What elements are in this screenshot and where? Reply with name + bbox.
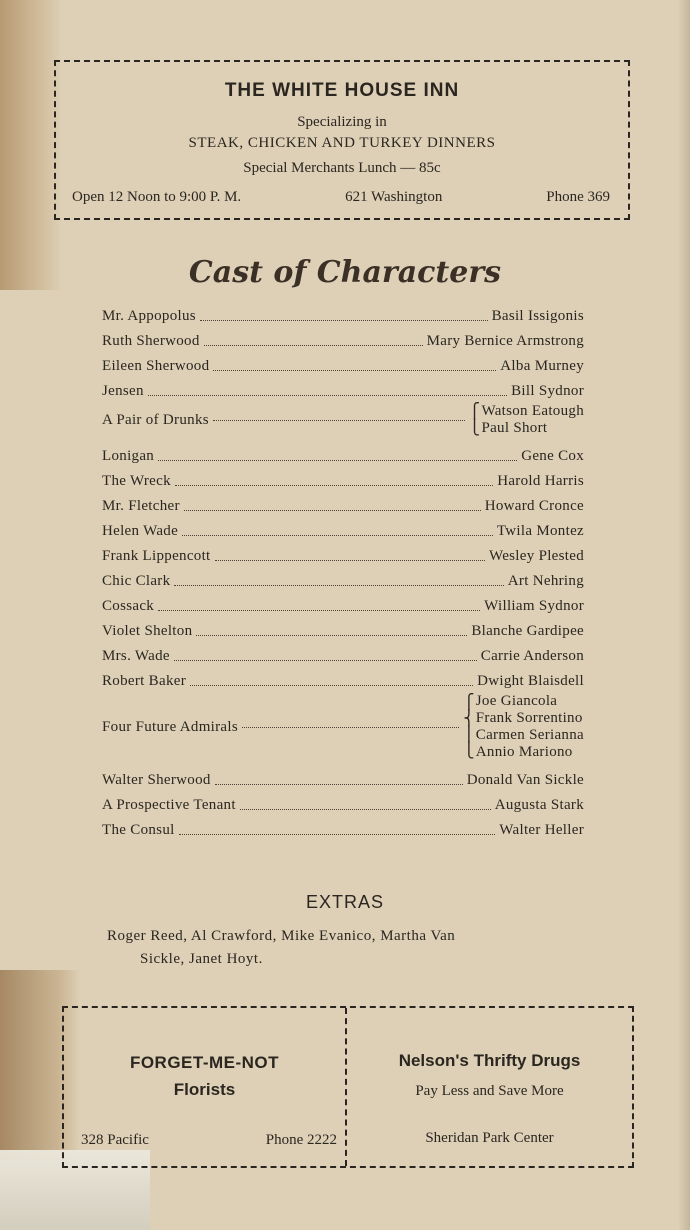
ad-address: 621 Washington <box>345 189 443 205</box>
cast-actor: Annio Mariono <box>475 744 573 760</box>
cast-actor: Walter Heller <box>499 822 584 838</box>
cast-row <box>102 325 584 350</box>
cast-row <box>102 465 584 490</box>
cast-actor: Wesley Plested <box>488 548 584 564</box>
actor-names <box>481 403 584 437</box>
cast-role: Cossack <box>102 598 155 614</box>
dot-leader <box>158 460 517 461</box>
actor-group <box>459 693 584 761</box>
florist-name: FORGET-ME-NOT <box>129 1053 280 1072</box>
cast-role: Walter Sherwood <box>102 772 211 788</box>
cast-role: Lonigan <box>102 448 155 464</box>
cast-row <box>102 515 584 540</box>
cast-actor: Joe Giancola <box>475 693 558 709</box>
dot-leader <box>204 345 423 346</box>
cast-row <box>102 440 584 465</box>
cast-role: Mr. Fletcher <box>102 498 180 514</box>
drugs-ad <box>347 1008 632 1166</box>
dot-leader <box>200 320 488 321</box>
cast-role: A Pair of Drunks <box>102 411 209 428</box>
cast-row <box>102 814 584 839</box>
cast-actor: Bill Sydnor <box>511 383 584 399</box>
cast-row <box>102 565 584 590</box>
cast-actor: Paul Short <box>481 420 548 436</box>
cast-row <box>102 375 584 400</box>
cast-row <box>102 764 584 789</box>
cast-actor: Basil Issigonis <box>491 308 584 324</box>
florist-ad <box>64 1008 345 1166</box>
cast-row <box>102 640 584 665</box>
cast-actor: Frank Sorrentino <box>475 710 583 726</box>
cast-row <box>102 400 584 440</box>
cast-role: The Wreck <box>102 473 171 489</box>
cast-actor: Art Nehring <box>507 573 584 589</box>
ad-line-lunch: Special Merchants Lunch — 85c <box>243 160 441 176</box>
cast-role: Frank Lippencott <box>102 548 211 564</box>
cast-row <box>102 490 584 515</box>
drugs-tagline: Pay Less and Save More <box>415 1083 564 1099</box>
florist-phone: Phone 2222 <box>265 1132 337 1148</box>
brace-icon: ⎧ ⎨ ⎪ ⎩ <box>463 695 475 759</box>
cast-role: Mrs. Wade <box>102 648 170 664</box>
ad-phone: Phone 369 <box>546 189 610 205</box>
dot-leader <box>190 685 473 686</box>
florist-address: 328 Pacific <box>81 1132 149 1148</box>
cast-role: Eileen Sherwood <box>102 358 210 374</box>
actor-group <box>465 403 584 437</box>
ad-line-specializing: Specializing in <box>297 114 387 130</box>
cast-actor: Howard Cronce <box>484 498 584 514</box>
dot-leader <box>148 395 507 396</box>
dot-leader <box>175 485 493 486</box>
cast-row <box>102 690 584 764</box>
cast-role: A Prospective Tenant <box>102 797 236 813</box>
dot-leader <box>240 809 491 810</box>
cast-actor: Dwight Blaisdell <box>477 673 584 689</box>
cast-actor: William Sydnor <box>484 598 584 614</box>
florist-subtitle: Florists <box>173 1080 236 1099</box>
cast-actor: Alba Murney <box>500 358 584 374</box>
cast-actor: Carrie Anderson <box>480 648 584 664</box>
dot-leader <box>174 660 477 661</box>
brace-icon: ⎧ ⎩ <box>468 404 481 436</box>
ad-contact-row <box>72 189 610 206</box>
cast-row <box>102 665 584 690</box>
extras-list <box>107 925 585 971</box>
drugs-name: Nelson's Thrifty Drugs <box>398 1051 581 1070</box>
cast-actor: Blanche Gardipee <box>471 623 584 639</box>
cast-actor: Gene Cox <box>521 448 584 464</box>
dot-leader <box>179 834 496 835</box>
cast-role: Robert Baker <box>102 673 186 689</box>
dot-leader <box>215 560 485 561</box>
cast-title: Cast of Characters <box>188 255 502 290</box>
cast-role: Chic Clark <box>102 573 171 589</box>
dot-leader <box>213 420 465 421</box>
dot-leader <box>174 585 503 586</box>
bottom-ads-box <box>62 1006 634 1168</box>
cast-role: Mr. Appopolus <box>102 308 196 324</box>
white-house-inn-ad <box>54 60 630 220</box>
cast-actor: Donald Van Sickle <box>466 772 584 788</box>
dot-leader <box>242 727 459 728</box>
dot-leader <box>182 535 493 536</box>
extras-line-2: Sickle, Janet Hoyt. <box>140 951 263 967</box>
ad-line-dinners: STEAK, CHICKEN AND TURKEY DINNERS <box>188 135 496 151</box>
cast-row <box>102 590 584 615</box>
cast-actor: Augusta Stark <box>494 797 584 813</box>
cast-row <box>102 615 584 640</box>
cast-actor: Twila Montez <box>496 523 584 539</box>
cast-role: Helen Wade <box>102 523 179 539</box>
dot-leader <box>184 510 481 511</box>
cast-role: The Consul <box>102 822 175 838</box>
paper-stain-top-left <box>0 0 62 290</box>
cast-actor: Watson Eatough <box>481 403 584 419</box>
cast-row <box>102 350 584 375</box>
cast-role: Four Future Admirals <box>102 718 238 735</box>
cast-list <box>102 300 584 839</box>
dot-leader <box>158 610 480 611</box>
dot-leader <box>215 784 463 785</box>
cast-row <box>102 300 584 325</box>
cast-role: Ruth Sherwood <box>102 333 200 349</box>
cast-actor: Harold Harris <box>497 473 584 489</box>
cast-actor: Mary Bernice Armstrong <box>426 333 584 349</box>
dot-leader <box>213 370 496 371</box>
page-edge-shadow <box>678 0 690 1230</box>
dot-leader <box>196 635 467 636</box>
cast-actor: Carmen Serianna <box>475 727 584 743</box>
cast-row <box>102 789 584 814</box>
ad-business-name: THE WHITE HOUSE INN <box>224 80 460 101</box>
cast-role: Jensen <box>102 383 144 399</box>
cast-role: Violet Shelton <box>102 623 193 639</box>
ad-hours: Open 12 Noon to 9:00 P. M. <box>72 189 242 205</box>
drugs-location: Sheridan Park Center <box>425 1130 554 1146</box>
extras-heading: EXTRAS <box>305 892 385 912</box>
actor-names <box>476 693 584 761</box>
cast-row <box>102 540 584 565</box>
florist-contact <box>81 1132 337 1149</box>
extras-line-1: Roger Reed, Al Crawford, Mike Evanico, Martha Van <box>107 928 456 944</box>
